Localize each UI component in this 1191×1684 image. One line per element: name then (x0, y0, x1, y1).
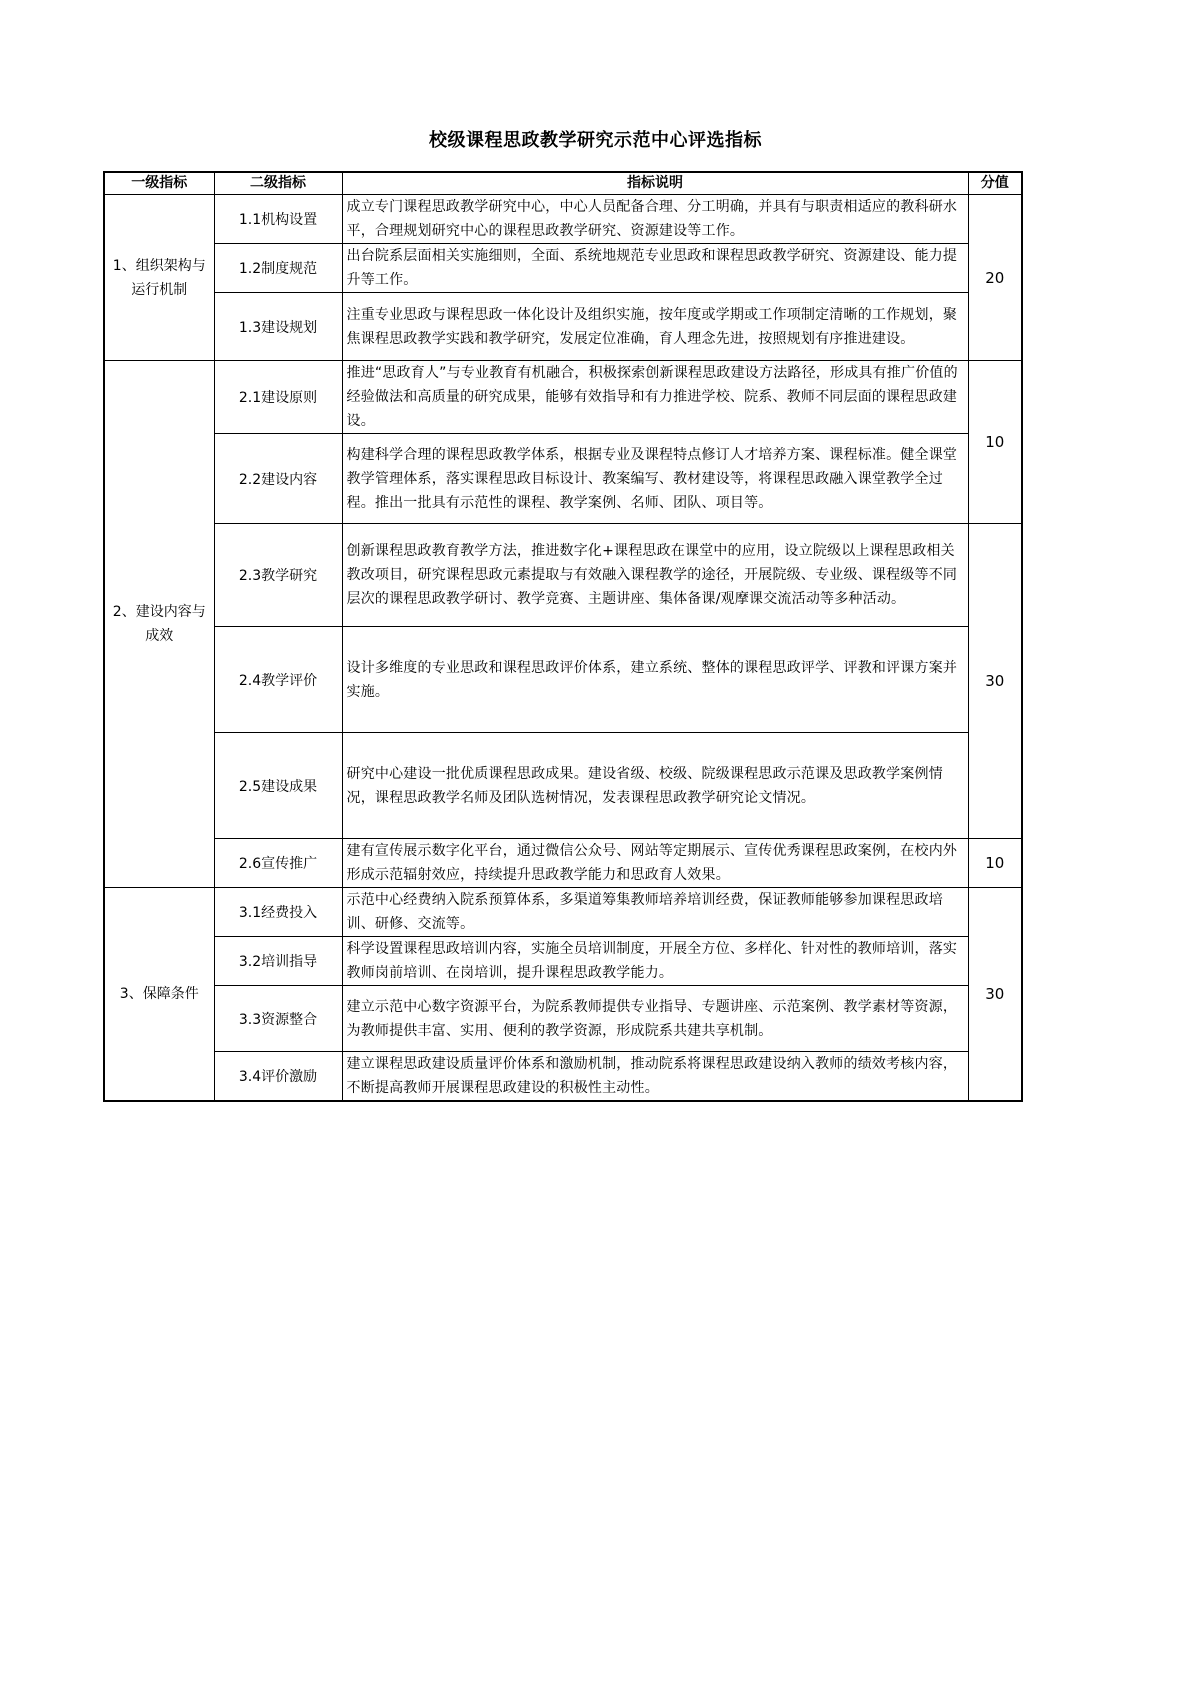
level2-cell: 3.4评价激励 (214, 1052, 342, 1102)
description-cell: 构建科学合理的课程思政教学体系，根据专业及课程特点修订人才培养方案、课程标准。健全课堂教学管理体系，落实课程思政目标设计、教案编写、教材建设等，将课程思政融入课堂教学全过程。推出一批具有示范性的课程、教学案例、名师、团队、项目等。 (342, 434, 968, 524)
table-row (104, 839, 1022, 888)
level2-cell: 2.5建设成果 (214, 733, 342, 839)
level1-cell: 1、组织架构与运行机制 (104, 195, 214, 361)
description-cell: 成立专门课程思政教学研究中心，中心人员配备合理、分工明确，并具有与职责相适应的教科研水平，合理规划研究中心的课程思政教学研究、资源建设等工作。 (342, 195, 968, 244)
score-cell: 10 (968, 839, 1022, 888)
description-cell: 建有宣传展示数字化平台，通过微信公众号、网站等定期展示、宣传优秀课程思政案例，在校内外形成示范辐射效应，持续提升思政教学能力和思政育人效果。 (342, 839, 968, 888)
description-cell: 研究中心建设一批优质课程思政成果。建设省级、校级、院级课程思政示范课及思政教学案例情况，课程思政教学名师及团队选树情况，发表课程思政教学研究论文情况。 (342, 733, 968, 839)
description-cell: 创新课程思政教育教学方法，推进数字化+课程思政在课堂中的应用，设立院级以上课程思政相关教改项目，研究课程思政元素提取与有效融入课程教学的途径，开展院级、专业级、课程级等不同层次的课程思政教学研讨、教学竞赛、主题讲座、集体备课/观摩课交流活动等多种活动。 (342, 524, 968, 627)
header-level1: 一级指标 (104, 172, 214, 195)
document-title: 校级课程思政教学研究示范中心评选指标 (429, 130, 762, 151)
score-cell: 10 (968, 361, 1022, 524)
description-cell: 建立课程思政建设质量评价体系和激励机制，推动院系将课程思政建设纳入教师的绩效考核内容，不断提高教师开展课程思政建设的积极性主动性。 (342, 1052, 968, 1102)
table-row (104, 1052, 1022, 1102)
description-cell: 注重专业思政与课程思政一体化设计及组织实施，按年度或学期或工作项制定清晰的工作规划，聚焦课程思政教学实践和教学研究，发展定位准确，育人理念先进，按照规划有序推进建设。 (342, 293, 968, 361)
score-cell: 30 (968, 888, 1022, 1102)
table-row (104, 361, 1022, 434)
table-row (104, 293, 1022, 361)
description-cell: 科学设置课程思政培训内容，实施全员培训制度，开展全方位、多样化、针对性的教师培训，落实教师岗前培训、在岗培训，提升课程思政教学能力。 (342, 937, 968, 986)
evaluation-index-table (103, 171, 1023, 1102)
level2-cell: 1.1机构设置 (214, 195, 342, 244)
level2-cell: 2.4教学评价 (214, 627, 342, 733)
level1-cell: 2、建设内容与成效 (104, 361, 214, 888)
table-row (104, 627, 1022, 733)
table-row (104, 524, 1022, 627)
score-cell: 20 (968, 195, 1022, 361)
header-level2: 二级指标 (214, 172, 342, 195)
level2-cell: 1.3建设规划 (214, 293, 342, 361)
header-description: 指标说明 (342, 172, 968, 195)
level2-cell: 2.2建设内容 (214, 434, 342, 524)
description-cell: 推进“思政育人”与专业教育有机融合，积极探索创新课程思政建设方法路径，形成具有推广价值的经验做法和高质量的研究成果，能够有效指导和有力推进学校、院系、教师不同层面的课程思政建设。 (342, 361, 968, 434)
description-cell: 示范中心经费纳入院系预算体系，多渠道筹集教师培养培训经费，保证教师能够参加课程思政培训、研修、交流等。 (342, 888, 968, 937)
header-score: 分值 (968, 172, 1022, 195)
table-row (104, 986, 1022, 1052)
table-row (104, 195, 1022, 244)
level2-cell: 1.2制度规范 (214, 244, 342, 293)
description-cell: 建立示范中心数字资源平台，为院系教师提供专业指导、专题讲座、示范案例、教学素材等资源，为教师提供丰富、实用、便利的教学资源，形成院系共建共享机制。 (342, 986, 968, 1052)
table-row (104, 434, 1022, 524)
level2-cell: 3.1经费投入 (214, 888, 342, 937)
level1-cell: 3、保障条件 (104, 888, 214, 1102)
level2-cell: 2.1建设原则 (214, 361, 342, 434)
level2-cell: 2.3教学研究 (214, 524, 342, 627)
table-row (104, 244, 1022, 293)
level2-cell: 3.3资源整合 (214, 986, 342, 1052)
level2-cell: 2.6宣传推广 (214, 839, 342, 888)
table-row (104, 733, 1022, 839)
table-row (104, 888, 1022, 937)
level2-cell: 3.2培训指导 (214, 937, 342, 986)
table-header-row (104, 172, 1022, 195)
table-row (104, 937, 1022, 986)
description-cell: 出台院系层面相关实施细则，全面、系统地规范专业思政和课程思政教学研究、资源建设、能力提升等工作。 (342, 244, 968, 293)
description-cell: 设计多维度的专业思政和课程思政评价体系，建立系统、整体的课程思政评学、评教和评课方案并实施。 (342, 627, 968, 733)
score-cell: 30 (968, 524, 1022, 839)
